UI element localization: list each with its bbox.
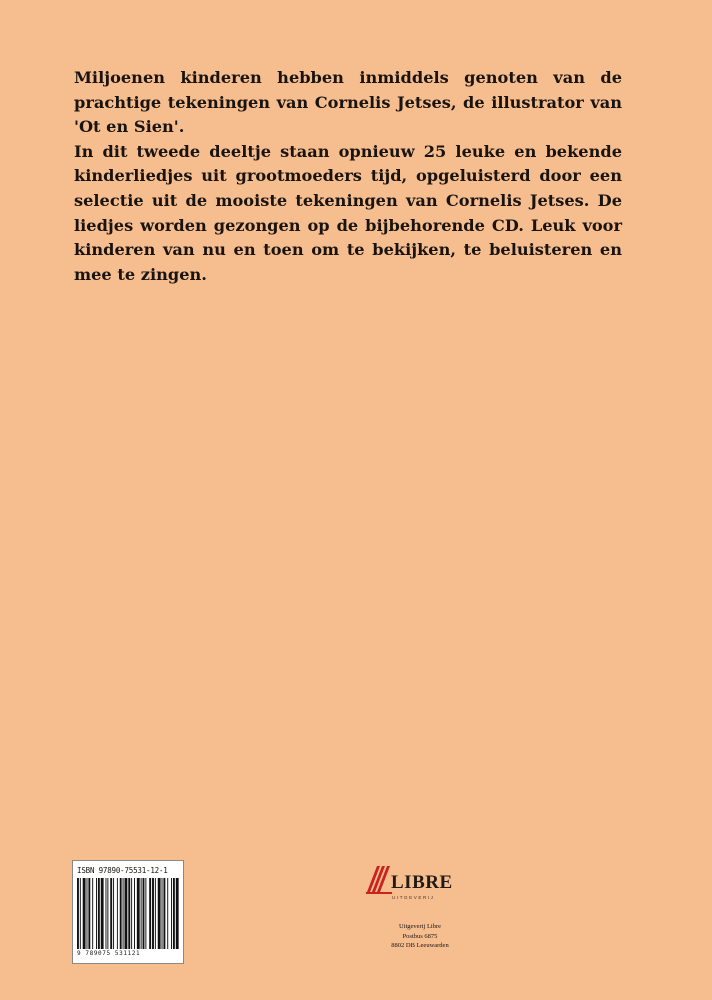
publisher-postbus: Postbus 6875	[402, 932, 438, 940]
blurb-paragraph-1: Miljoenen kinderen hebben inmiddels genoten van de prachtige tekeningen van Cornelis Jetses, de illustrator van 'Ot en Sien'.	[74, 68, 622, 137]
publisher-name: Uitgeverij Libre	[398, 923, 442, 930]
blurb-paragraph-2: In dit tweede deeltje staan opnieuw 25 leuke en bekende kinderliedjes uit grootmoeders tijd, opgeluisterd door een selectie uit de mooiste tekeningen van Cornelis Jetses. De liedjes worden gezongen op de bijbehorende CD. Leuk voor kinderen van nu en toen om te bekijken, te beluisteren en mee te zingen.	[74, 141, 622, 284]
isbn-barcode	[72, 860, 184, 964]
barcode-bars	[77, 878, 179, 949]
logo-subtitle: UITGEVERIJ	[392, 895, 435, 900]
publisher-logo	[365, 858, 475, 908]
publisher-city: 8802 DB Leeuwarden	[391, 942, 449, 949]
logo-wordmark: LIBRE	[391, 872, 453, 893]
isbn-label: ISBN 97890-75531-12-1	[77, 866, 168, 875]
barcode-digits: 9 789075 531121	[77, 950, 141, 957]
publisher-address	[350, 922, 490, 951]
blurb-text	[74, 66, 622, 287]
